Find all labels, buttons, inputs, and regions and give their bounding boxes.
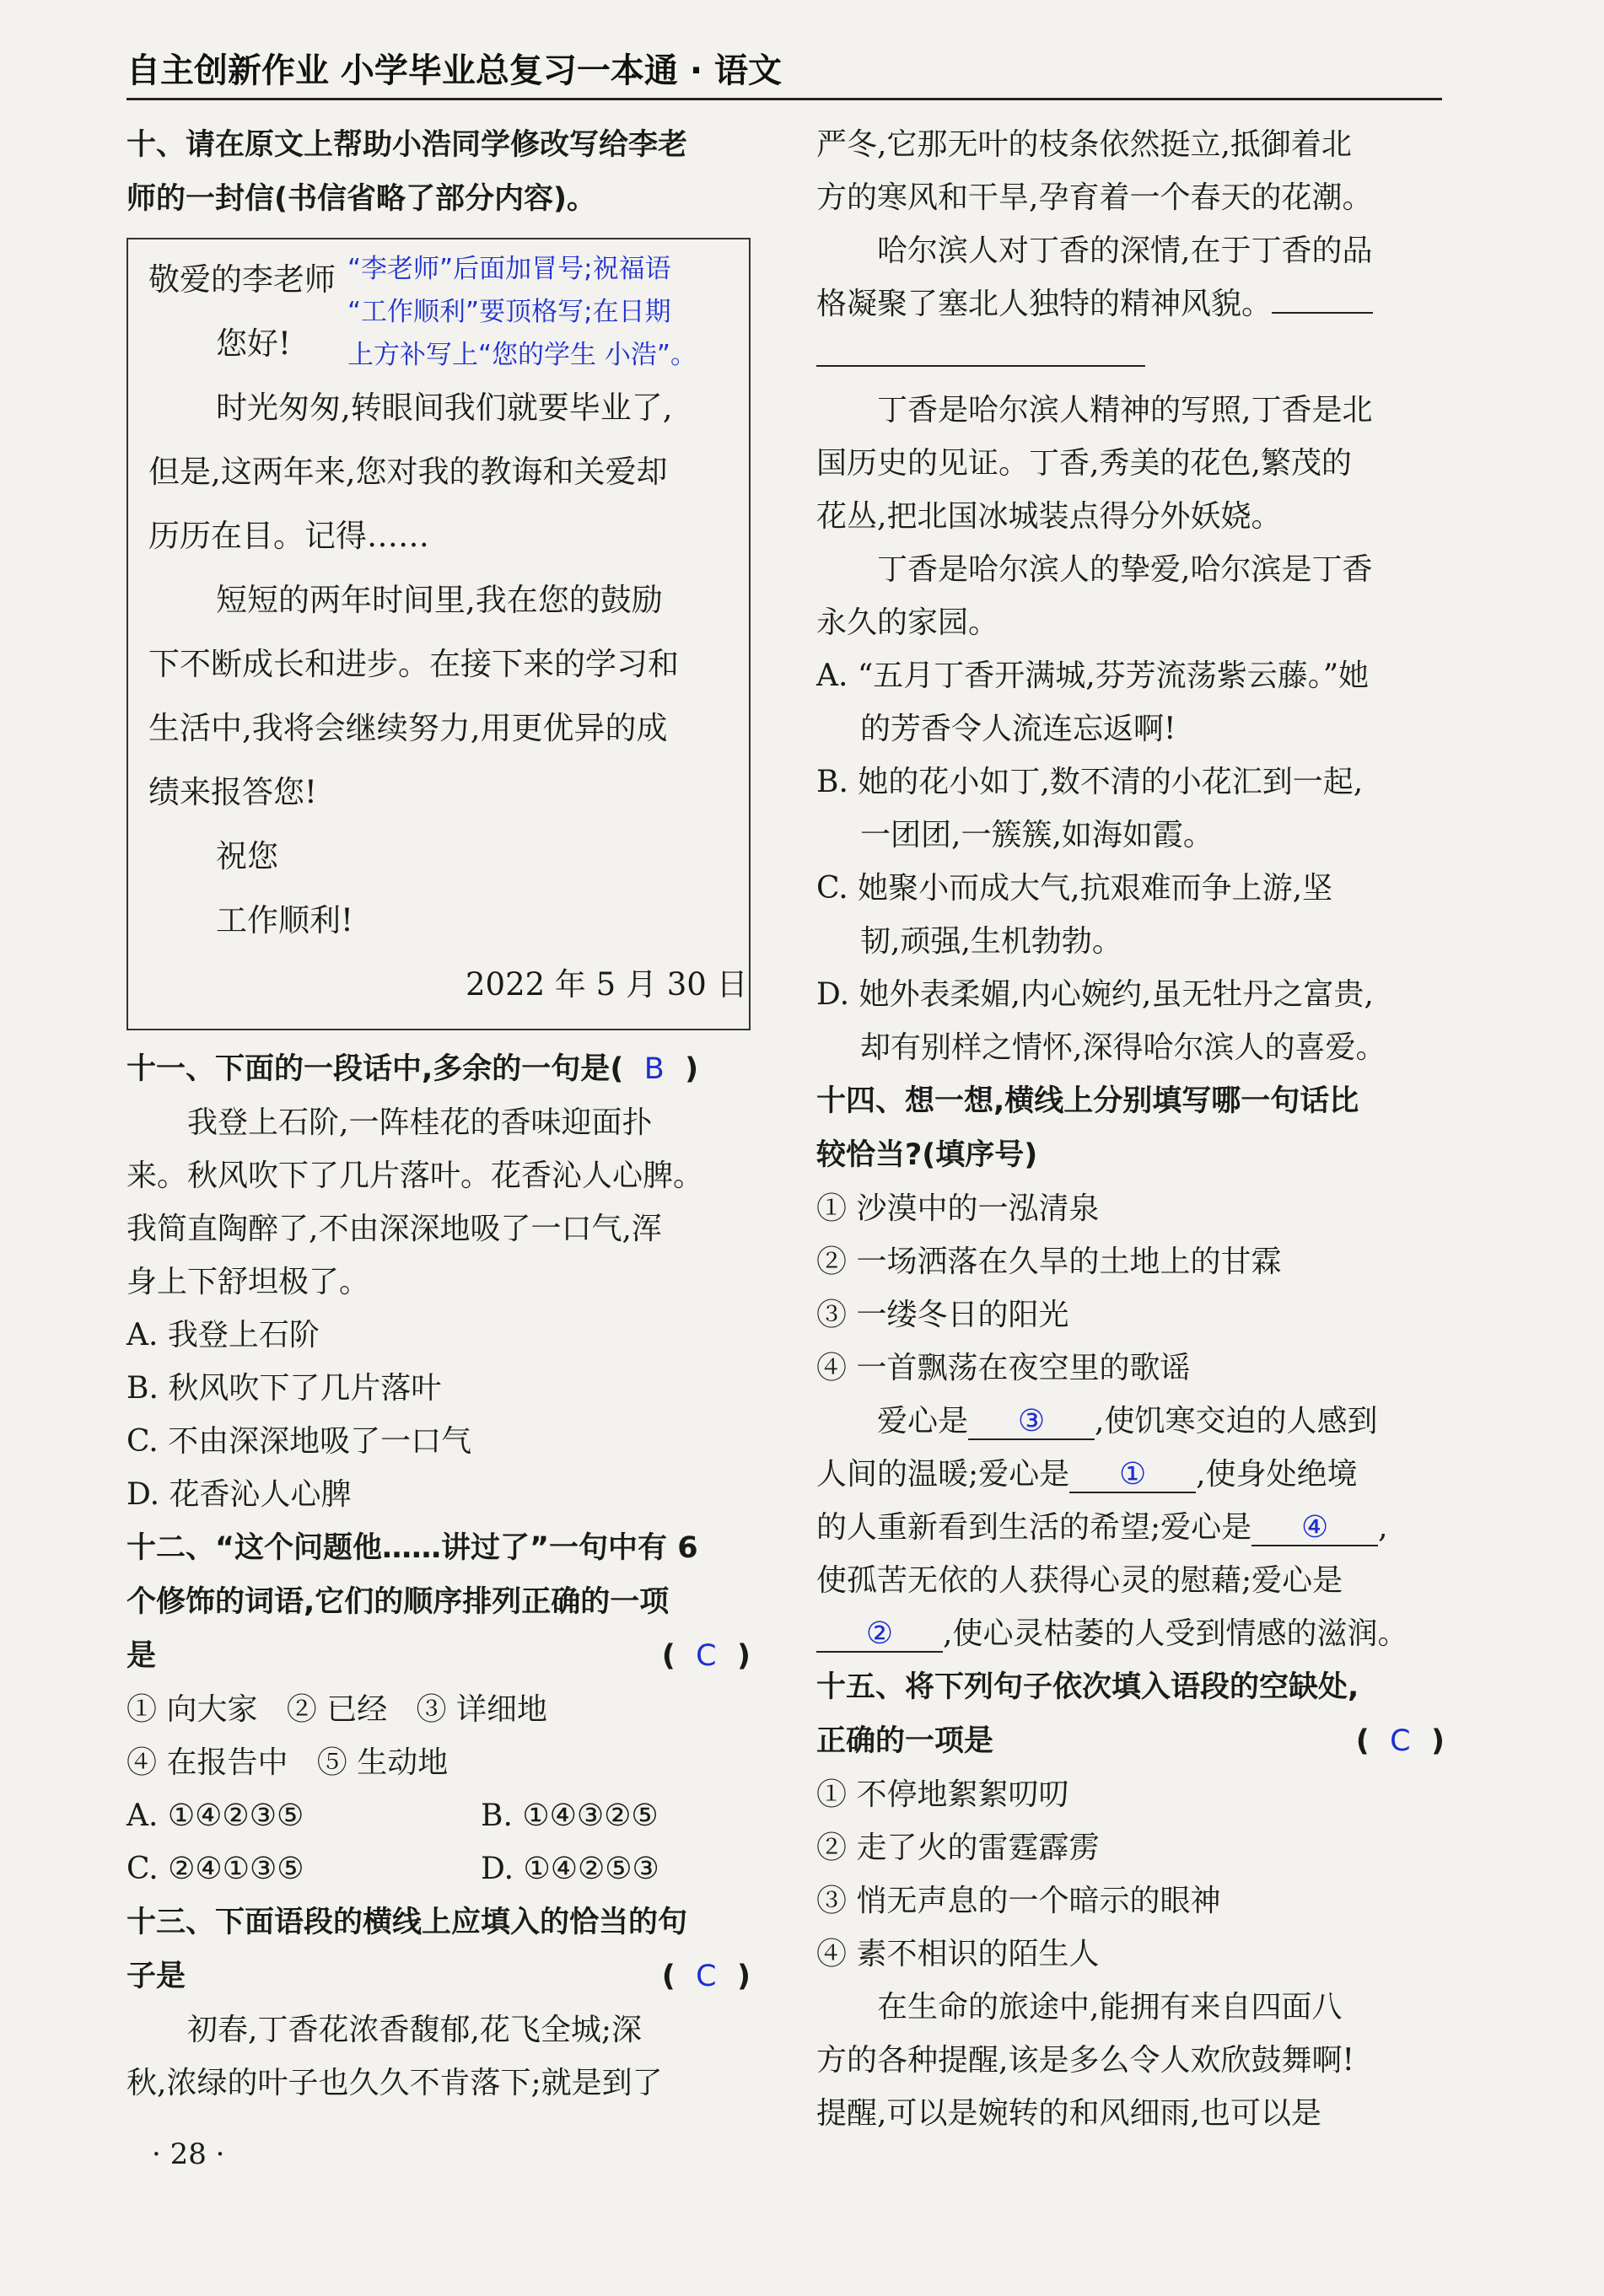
q14-blank-1: ③ xyxy=(968,1405,1095,1440)
q15-item: ① 不停地絮絮叨叨 xyxy=(816,1777,1069,1812)
q13-passage-line: 国历史的见证。丁香,秀美的花色,繁茂的 xyxy=(816,446,1352,481)
q12-option-a: A. ①④②③⑤ xyxy=(126,1799,304,1833)
letter-body-line: 时光匆匆,转眼间我们就要毕业了, xyxy=(216,390,673,426)
q13-passage-line-with-blank xyxy=(816,277,1445,331)
q15-passage-line: 方的各种提醒,该是多么令人欢欣鼓舞啊! xyxy=(816,2043,1354,2078)
q11-answer-paren: ( B ) xyxy=(610,1052,699,1086)
q11-option-c: C. 不由深深地吸了一口气 xyxy=(126,1424,472,1459)
q14-text: 人间的温暖;爱心是 xyxy=(816,1457,1070,1492)
q13-passage-text: 格凝聚了塞北人独特的精神风貌。 xyxy=(816,287,1273,321)
q14-blank-4: ② xyxy=(816,1617,943,1653)
q14-passage-line xyxy=(816,1395,1445,1448)
q11-title-text: 十一、下面的一段话中,多余的一句是 xyxy=(126,1052,611,1086)
q14-text: ,使饥寒交迫的人感到 xyxy=(1095,1404,1378,1438)
q13-blank-2 xyxy=(816,365,1145,367)
q13-passage-line: 哈尔滨人对丁香的深情,在于丁香的品 xyxy=(877,234,1373,268)
q14-title-line-1: 十四、想一想,横线上分别填写哪一句话比 xyxy=(816,1084,1359,1118)
q11-passage-line: 我登上石阶,一阵桂花的香味迎面扑 xyxy=(187,1105,653,1140)
q12-answer: C xyxy=(696,1639,717,1673)
q11-option-d: D. 花香沁人心脾 xyxy=(126,1477,352,1512)
q14-passage-line xyxy=(816,1501,1445,1554)
letter-greeting: 您好! xyxy=(216,325,291,362)
q14-blank-2: ① xyxy=(1069,1458,1196,1493)
q13-passage-line: 花丛,把北国冰城装点得分外妖娆。 xyxy=(816,499,1282,534)
letter-body-line: 生活中,我将会继续努力,用更优异的成 xyxy=(148,710,668,746)
q14-item: ④ 一首飘荡在夜空里的歌谣 xyxy=(816,1351,1191,1385)
q13-passage-line: 方的寒风和干旱,孕育着一个春天的花潮。 xyxy=(816,180,1373,215)
q13-passage-line: 永久的家园。 xyxy=(816,605,999,640)
q15-title-text: 正确的一项是 xyxy=(816,1724,994,1758)
q13-passage-line: 丁香是哈尔滨人精神的写照,丁香是北 xyxy=(877,393,1373,427)
q13-answer: C xyxy=(696,1960,717,1993)
q13-passage-line: 严冬,它那无叶的枝条依然挺立,抵御着北 xyxy=(816,127,1352,162)
q14-text: , xyxy=(1378,1510,1388,1545)
q12-options-row-1 xyxy=(126,1789,751,1842)
letter-box xyxy=(126,238,751,1030)
q12-title-line-3 xyxy=(126,1629,751,1683)
q13-option-b-line-1: B. 她的花小如丁,数不清的小花汇到一起, xyxy=(816,765,1364,799)
q13-option-b-line-2: 一团团,一簇簇,如海如霞。 xyxy=(860,818,1214,852)
q12-title-text: 是 xyxy=(126,1639,157,1673)
q13-passage-line: 秋,浓绿的叶子也久久不肯落下;就是到了 xyxy=(126,2066,663,2100)
q15-answer-paren: ( C ) xyxy=(1355,1724,1445,1758)
q11-option-a: A. 我登上石阶 xyxy=(126,1318,320,1352)
q11-option-b: B. 秋风吹下了几片落叶 xyxy=(126,1371,442,1406)
q14-blank-3: ④ xyxy=(1251,1511,1378,1546)
q12-items-line-1: ① 向大家 ② 已经 ③ 详细地 xyxy=(126,1692,547,1727)
q13-title-line-2 xyxy=(126,1949,751,2003)
q12-answer-paren: ( C ) xyxy=(661,1639,751,1673)
annotation-line: “工作顺利”要顶格写;在日期 xyxy=(347,297,671,327)
q14-title-line-2: 较恰当?(填序号) xyxy=(816,1138,1038,1172)
q14-text: ,使心灵枯萎的人受到情感的滋润。 xyxy=(943,1616,1408,1651)
letter-date: 2022 年 5 月 30 日 xyxy=(466,966,748,1003)
q14-passage-line xyxy=(816,1448,1445,1501)
q14-item: ② 一场洒落在久旱的土地上的甘霖 xyxy=(816,1245,1282,1279)
q15-answer: C xyxy=(1390,1724,1411,1758)
letter-body-line: 下不断成长和进步。在接下来的学习和 xyxy=(148,646,679,682)
q13-option-a-line-1: A. “五月丁香开满城,芬芳流荡紫云藤。”她 xyxy=(816,659,1370,693)
q13-blank-2-row xyxy=(816,331,1445,384)
q15-item: ④ 素不相识的陌生人 xyxy=(816,1937,1100,1971)
q14-text: 爱心是 xyxy=(877,1404,969,1438)
q14-passage-line: 使孤苦无依的人获得心灵的慰藉;爱心是 xyxy=(816,1563,1343,1598)
q13-option-d-line-1: D. 她外表柔媚,内心婉约,虽无牡丹之富贵, xyxy=(816,977,1374,1012)
q11-title xyxy=(126,1042,751,1096)
q11-passage-line: 来。秋风吹下了几片落叶。花香沁人心脾。 xyxy=(126,1159,704,1193)
q15-item: ③ 悄无声息的一个暗示的眼神 xyxy=(816,1884,1221,1918)
letter-closing-1: 祝您 xyxy=(216,838,278,874)
q13-blank-1 xyxy=(1272,312,1373,314)
q13-title-line-1: 十三、下面语段的横线上应填入的恰当的句 xyxy=(126,1906,688,1939)
q14-passage-line xyxy=(816,1607,1445,1660)
left-column xyxy=(126,118,751,2110)
q13-passage-line: 丁香是哈尔滨人的挚爱,哈尔滨是丁香 xyxy=(877,552,1373,587)
q11-passage-line: 身上下舒坦极了。 xyxy=(126,1265,370,1299)
q12-option-b: B. ①④③②⑤ xyxy=(481,1799,659,1833)
page-header xyxy=(126,44,1442,100)
q11-passage-line: 我简直陶醉了,不由深深地吸了一口气,浑 xyxy=(126,1212,662,1246)
header-title: 自主创新作业 小学毕业总复习一本通 · 语文 xyxy=(126,51,782,90)
letter-body-line: 短短的两年时间里,我在您的鼓励 xyxy=(216,582,663,618)
q14-item: ① 沙漠中的一泓清泉 xyxy=(816,1191,1100,1226)
q12-title-line-2: 个修饰的词语,它们的顺序排列正确的一项 xyxy=(126,1585,670,1619)
annotation-line: “李老师”后面加冒号;祝福语 xyxy=(347,254,671,284)
q13-answer-paren: ( C ) xyxy=(661,1960,751,1993)
right-column xyxy=(816,118,1445,2140)
q10-title-line-2: 师的一封信(书信省略了部分内容)。 xyxy=(126,182,596,216)
q13-option-c-line-2: 韧,顽强,生机勃勃。 xyxy=(860,924,1122,959)
q11-answer: B xyxy=(643,1052,665,1086)
q12-option-c: C. ②④①③⑤ xyxy=(126,1852,304,1886)
q12-title-line-1: 十二、“这个问题他……讲过了”一句中有 6 xyxy=(126,1531,698,1565)
q14-text: 的人重新看到生活的希望;爱心是 xyxy=(816,1510,1252,1545)
q15-title-line-2 xyxy=(816,1714,1445,1768)
annotation-line: 上方补写上“您的学生 小浩”。 xyxy=(347,340,697,370)
q15-title-line-1: 十五、将下列句子依次填入语段的空缺处, xyxy=(816,1670,1359,1704)
letter-closing-2: 工作顺利! xyxy=(216,902,353,938)
q15-item: ② 走了火的雷霆霹雳 xyxy=(816,1831,1100,1865)
handwritten-correction xyxy=(347,248,744,377)
q14-text: ,使身处绝境 xyxy=(1196,1457,1358,1492)
q13-option-c-line-1: C. 她聚小而成大气,抗艰难而争上游,坚 xyxy=(816,871,1333,906)
q15-passage-line: 在生命的旅途中,能拥有来自四面八 xyxy=(877,1990,1343,2024)
letter-body-line: 历历在目。记得…… xyxy=(148,518,429,554)
q12-options-row-2 xyxy=(126,1842,751,1895)
q12-items-line-2: ④ 在报告中 ⑤ 生动地 xyxy=(126,1745,449,1780)
q10-title-line-1: 十、请在原文上帮助小浩同学修改写给李老 xyxy=(126,128,688,162)
letter-salutation: 敬爱的李老师 xyxy=(148,261,336,298)
q13-title-text: 子是 xyxy=(126,1960,186,1993)
q14-item: ③ 一缕冬日的阳光 xyxy=(816,1298,1069,1332)
letter-body-line: 绩来报答您! xyxy=(148,774,317,810)
q12-option-d: D. ①④②⑤③ xyxy=(481,1852,659,1886)
page-number: · 28 · xyxy=(152,2137,225,2171)
q15-passage-line: 提醒,可以是婉转的和风细雨,也可以是 xyxy=(816,2096,1321,2131)
q13-option-a-line-2: 的芳香令人流连忘返啊! xyxy=(860,712,1176,746)
letter-body-line: 但是,这两年来,您对我的教诲和关爱却 xyxy=(148,454,668,490)
q13-option-d-line-2: 却有别样之情怀,深得哈尔滨人的喜爱。 xyxy=(860,1030,1386,1065)
q13-passage-line: 初春,丁香花浓香馥郁,花飞全城;深 xyxy=(187,2013,643,2047)
